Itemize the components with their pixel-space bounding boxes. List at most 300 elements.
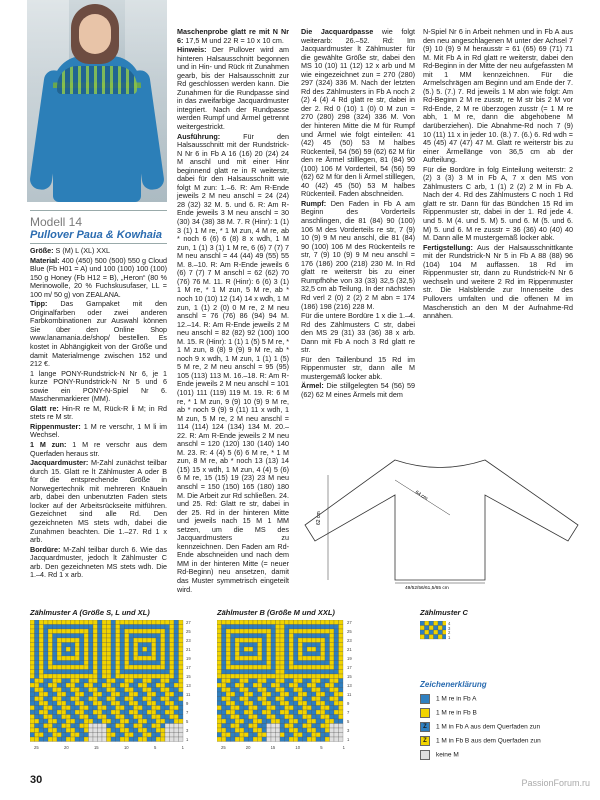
chart-cell (321, 737, 326, 742)
chart-cell (35, 701, 40, 706)
chart-cell (253, 710, 258, 715)
chart-cell (294, 688, 299, 693)
chart-cell (84, 697, 89, 702)
chart-cell (48, 733, 53, 738)
chart-cell (120, 706, 125, 711)
chart-cell (84, 737, 89, 742)
chart-cell (48, 688, 53, 693)
chart-cell (39, 652, 44, 657)
chart-cell (57, 647, 62, 652)
paragraph-heading: Bordüre: (30, 544, 61, 554)
chart-cell (35, 706, 40, 711)
chart-cell (147, 688, 152, 693)
chart-cell (321, 647, 326, 652)
chart-cell (280, 706, 285, 711)
chart-cell (174, 643, 179, 648)
chart-cell (93, 665, 98, 670)
legend-swatch (420, 750, 430, 760)
chart-cell (240, 634, 245, 639)
chart-cell (226, 724, 231, 729)
chart-cell (276, 620, 281, 625)
chart-cell (289, 643, 294, 648)
chart-cell (48, 674, 53, 679)
chart-cell (179, 692, 184, 697)
chart-cell (89, 728, 94, 733)
chart-cell (156, 710, 161, 715)
paragraph-heading: Die Jacquardpasse (301, 27, 374, 36)
chart-cell (35, 715, 40, 720)
chart-cell (312, 688, 317, 693)
chart-number: 1 (186, 737, 189, 742)
chart-cell (57, 656, 62, 661)
chart-cell (312, 701, 317, 706)
chart-cell (307, 697, 312, 702)
chart-cell (48, 706, 53, 711)
chart-cell (134, 719, 139, 724)
chart-cell (152, 737, 157, 742)
chart-cell (35, 665, 40, 670)
chart-cell (262, 643, 267, 648)
chart-cell (170, 629, 175, 634)
chart-cell (325, 688, 330, 693)
chart-cell (102, 661, 107, 666)
chart-cell (240, 638, 245, 643)
chart-cell (93, 688, 98, 693)
chart-cell (217, 737, 222, 742)
chart-cell (235, 638, 240, 643)
chart-cell (48, 715, 53, 720)
chart-cell (53, 661, 58, 666)
chart-cell (30, 665, 35, 670)
chart-cell (80, 656, 85, 661)
paragraph-text: Den Faden in Fb A am Beginn des Vorderteils anschlingen, die 81 (84) 90 (100) 106 M des Vorderteils re str, 7 (9) 10 (9) 9 M neu anschl, die 81 (84) 90 (100) 106 M des Rückenteils re str, 7 (9) 10 (9) 9 M neu anschl = 176 (186) 200 (218) 230 M. In Rd glatt re weiterstr bis zu einer Rumpfhöhe von 33 (33) 32,5 (32,5) 32,5 cm ab Teilung. In der nächsten Rd verl 2 (0) 2 (2) 2 M abn = 174 (186) 198 (216) 228 M. (301, 198, 415, 311)
chart-cell (129, 656, 134, 661)
chart-cell (298, 710, 303, 715)
chart-cell (222, 679, 227, 684)
chart-cell (339, 724, 344, 729)
chart-cell (156, 688, 161, 693)
chart-cell (240, 706, 245, 711)
chart-cell (271, 706, 276, 711)
chart-cell (267, 692, 272, 697)
chart-cell (93, 625, 98, 630)
chart-cell (280, 688, 285, 693)
chart-cell (285, 724, 290, 729)
chart-cell (280, 697, 285, 702)
chart-cell (48, 724, 53, 729)
chart-cell (30, 692, 35, 697)
chart-cell (80, 665, 85, 670)
chart-cell (84, 715, 89, 720)
chart-cell (258, 719, 263, 724)
chart-cell (129, 733, 134, 738)
chart-cell (325, 629, 330, 634)
chart-cell (222, 737, 227, 742)
chart-number: 25 (221, 745, 226, 750)
chart-cell (116, 665, 121, 670)
chart-cell (48, 679, 53, 684)
chart-cell (231, 652, 236, 657)
chart-cell (98, 706, 103, 711)
chart-cell (267, 719, 272, 724)
chart-cell (84, 643, 89, 648)
chart-cell (294, 706, 299, 711)
chart-cell (170, 652, 175, 657)
chart-cell (334, 634, 339, 639)
chart-cell (303, 656, 308, 661)
chart-cell (93, 733, 98, 738)
chart-cell (138, 638, 143, 643)
chart-cell (129, 715, 134, 720)
chart-cell (75, 728, 80, 733)
chart-cell (116, 620, 121, 625)
chart-cell (39, 706, 44, 711)
chart-cell (89, 737, 94, 742)
chart-cell (312, 697, 317, 702)
chart-cell (222, 634, 227, 639)
chart-cell (75, 697, 80, 702)
chart-cell (312, 620, 317, 625)
chart-cell (44, 692, 49, 697)
chart-cell (285, 674, 290, 679)
chart-cell (235, 670, 240, 675)
chart-cell (125, 706, 130, 711)
legend-label: 1 M re in Fb A (436, 695, 477, 703)
chart-cell (321, 643, 326, 648)
chart-cell (231, 661, 236, 666)
text-column-2 (177, 28, 289, 595)
chart-cell (240, 661, 245, 666)
chart-cell (307, 670, 312, 675)
chart-cell (165, 625, 170, 630)
chart-cell (93, 710, 98, 715)
chart-cell (75, 647, 80, 652)
chart-cell (107, 710, 112, 715)
chart-cell (134, 674, 139, 679)
chart-cell (253, 629, 258, 634)
chart-cell (321, 733, 326, 738)
chart-cell (30, 638, 35, 643)
chart-cell (111, 728, 116, 733)
chart-cell (75, 661, 80, 666)
chart-cell (271, 670, 276, 675)
chart-cell (120, 728, 125, 733)
chart-cell (66, 715, 71, 720)
chart-cell (303, 625, 308, 630)
chart-cell (280, 643, 285, 648)
chart-cell (222, 638, 227, 643)
chart-cell (226, 679, 231, 684)
chart-cell (316, 728, 321, 733)
paragraph-text: Hin-R re M, Rück-R li M; in Rd stets re M str. (30, 403, 168, 422)
chart-cell (35, 674, 40, 679)
chart-cell (57, 629, 62, 634)
chart-cell (267, 737, 272, 742)
chart-cell (143, 647, 148, 652)
chart-cell (48, 647, 53, 652)
chart-cell (75, 706, 80, 711)
chart-number: 15 (186, 674, 191, 679)
chart-cell (298, 706, 303, 711)
chart-cell (253, 625, 258, 630)
chart-cell (39, 661, 44, 666)
chart-number: 1 (347, 737, 350, 742)
model-number: Modell 14 (30, 215, 83, 229)
chart-cell (258, 625, 263, 630)
chart-cell (120, 665, 125, 670)
chart-cell (334, 692, 339, 697)
chart-cell (217, 688, 222, 693)
chart-cell (134, 710, 139, 715)
chart-cell (312, 683, 317, 688)
chart-cell (89, 674, 94, 679)
chart-cell (276, 665, 281, 670)
col2-paragraph (177, 46, 289, 131)
chart-cell (165, 679, 170, 684)
chart-cell (321, 679, 326, 684)
chart-cell (240, 701, 245, 706)
chart-cell (98, 692, 103, 697)
chart-cell (120, 652, 125, 657)
chart-cell (334, 638, 339, 643)
chart-cell (156, 625, 161, 630)
chart-number: 10 (123, 745, 129, 750)
chart-cell (93, 670, 98, 675)
chart-cell (330, 692, 335, 697)
chart-cell (39, 692, 44, 697)
chart-cell (235, 692, 240, 697)
chart-cell (35, 625, 40, 630)
chart-cell (138, 634, 143, 639)
chart-cell (75, 679, 80, 684)
chart-cell (165, 647, 170, 652)
chart-cell (138, 706, 143, 711)
chart-cell (152, 647, 157, 652)
paragraph-text: 1 M re verschr aus dem Querfaden heraus str. (30, 440, 167, 458)
paragraph-text: 1 M re verschr, 1 M li im Wechsel. (30, 421, 167, 440)
chart-cell (222, 706, 227, 711)
chart-number: 25 (347, 629, 352, 634)
chart-cell (280, 674, 285, 679)
chart-cell (75, 710, 80, 715)
chart-cell (170, 728, 175, 733)
chart-cell (84, 688, 89, 693)
chart-cell (84, 724, 89, 729)
chart-cell (253, 674, 258, 679)
chart-cell (120, 692, 125, 697)
chart-cell (53, 634, 58, 639)
chart-cell (226, 634, 231, 639)
chart-cell (240, 683, 245, 688)
chart-cell (267, 724, 272, 729)
chart-cell (174, 674, 179, 679)
chart-cell (271, 629, 276, 634)
chart-cell (62, 661, 67, 666)
chart-c (420, 621, 446, 641)
chart-cell (174, 656, 179, 661)
chart-cell (71, 643, 76, 648)
chart-cell (39, 715, 44, 720)
chart-cell (39, 656, 44, 661)
chart-cell (98, 697, 103, 702)
chart-cell (107, 643, 112, 648)
chart-cell (116, 692, 121, 697)
chart-cell (267, 701, 272, 706)
chart-cell (294, 670, 299, 675)
chart-cell (285, 643, 290, 648)
chart-cell (325, 634, 330, 639)
chart-cell (276, 674, 281, 679)
chart-cell (66, 670, 71, 675)
chart-cell (156, 643, 161, 648)
chart-cell (235, 688, 240, 693)
chart-cell (165, 728, 170, 733)
chart-cell (179, 710, 184, 715)
chart-cell (125, 656, 130, 661)
chart-cell (84, 656, 89, 661)
chart-cell (285, 638, 290, 643)
chart-cell (312, 706, 317, 711)
chart-cell (425, 621, 430, 626)
chart-cell (330, 683, 335, 688)
chart-cell (57, 724, 62, 729)
legend-label: 1 M in Fb B aus dem Querfaden zun (436, 737, 541, 745)
chart-cell (53, 719, 58, 724)
chart-cell (249, 665, 254, 670)
chart-cell (147, 625, 152, 630)
chart-cell (271, 701, 276, 706)
chart-cell (44, 652, 49, 657)
chart-cell (89, 710, 94, 715)
chart-cell (235, 683, 240, 688)
chart-cell (152, 670, 157, 675)
chart-cell (226, 670, 231, 675)
paragraph-heading: Material: (30, 255, 60, 265)
chart-cell (152, 697, 157, 702)
chart-cell (294, 665, 299, 670)
chart-cell (165, 737, 170, 742)
chart-cell (316, 697, 321, 702)
chart-cell (276, 724, 281, 729)
chart-cell (253, 701, 258, 706)
chart-number: 17 (186, 665, 191, 670)
chart-cell (240, 719, 245, 724)
chart-cell (75, 638, 80, 643)
chart-cell (143, 643, 148, 648)
chart-cell (240, 670, 245, 675)
chart-cell (303, 674, 308, 679)
chart-number: 21 (347, 647, 352, 652)
chart-cell (231, 683, 236, 688)
chart-cell (217, 625, 222, 630)
chart-cell (235, 710, 240, 715)
chart-cell (231, 688, 236, 693)
chart-b (217, 620, 345, 744)
chart-cell (170, 625, 175, 630)
chart-cell (271, 656, 276, 661)
chart-cell (276, 692, 281, 697)
chart-cell (179, 719, 184, 724)
chart-cell (249, 688, 254, 693)
chart-cell (262, 670, 267, 675)
chart-cell (235, 625, 240, 630)
chart-cell (174, 728, 179, 733)
chart-cell (307, 710, 312, 715)
chart-cell (289, 697, 294, 702)
chart-cell (93, 679, 98, 684)
chart-cell (253, 733, 258, 738)
chart-cell (165, 724, 170, 729)
chart-cell (289, 634, 294, 639)
legend-item (420, 722, 540, 732)
chart-cell (107, 620, 112, 625)
chart-cell (267, 728, 272, 733)
chart-cell (179, 620, 184, 625)
paragraph-text: Das Garnpaket mit den Originalfarben oder zwei anderen Farbkombinationen zur Auswahl können Sie über den Online Shop www.lanamania.de/shop/ bestellen. Es kostet in Abhängigkeit von der Größe und damit Materialmenge zwischen 152 und 212 €. (30, 299, 167, 369)
chart-cell (443, 635, 447, 640)
chart-cell (262, 652, 267, 657)
chart-cell (44, 634, 49, 639)
chart-cell (120, 688, 125, 693)
chart-cell (231, 656, 236, 661)
chart-cell (71, 706, 76, 711)
chart-cell (312, 710, 317, 715)
chart-cell (271, 661, 276, 666)
chart-cell (271, 688, 276, 693)
chart-cell (262, 728, 267, 733)
chart-cell (267, 634, 272, 639)
chart-cell (156, 620, 161, 625)
chart-cell (240, 724, 245, 729)
col1-paragraph (30, 300, 167, 368)
chart-cell (44, 724, 49, 729)
chart-cell (102, 683, 107, 688)
chart-cell (147, 652, 152, 657)
chart-cell (235, 715, 240, 720)
chart-cell (80, 625, 85, 630)
chart-cell (89, 652, 94, 657)
chart-cell (116, 697, 121, 702)
chart-cell (75, 643, 80, 648)
chart-cell (66, 683, 71, 688)
chart-cell (321, 715, 326, 720)
chart-cell (111, 625, 116, 630)
chart-cell (271, 733, 276, 738)
chart-cell (62, 706, 67, 711)
chart-cell (240, 737, 245, 742)
chart-cell (240, 656, 245, 661)
chart-cell (66, 634, 71, 639)
col1-paragraph (30, 441, 167, 458)
chart-cell (156, 692, 161, 697)
chart-cell (334, 674, 339, 679)
chart-cell (165, 719, 170, 724)
chart-cell (98, 643, 103, 648)
chart-cell (249, 679, 254, 684)
chart-cell (271, 715, 276, 720)
chart-cell (66, 692, 71, 697)
chart-cell (125, 625, 130, 630)
chart-cell (147, 719, 152, 724)
col1-paragraph (30, 546, 167, 580)
chart-cell (316, 688, 321, 693)
chart-cell (325, 733, 330, 738)
chart-cell (330, 670, 335, 675)
chart-cell (98, 647, 103, 652)
chart-cell (321, 724, 326, 729)
chart-cell (280, 701, 285, 706)
chart-cell (303, 733, 308, 738)
